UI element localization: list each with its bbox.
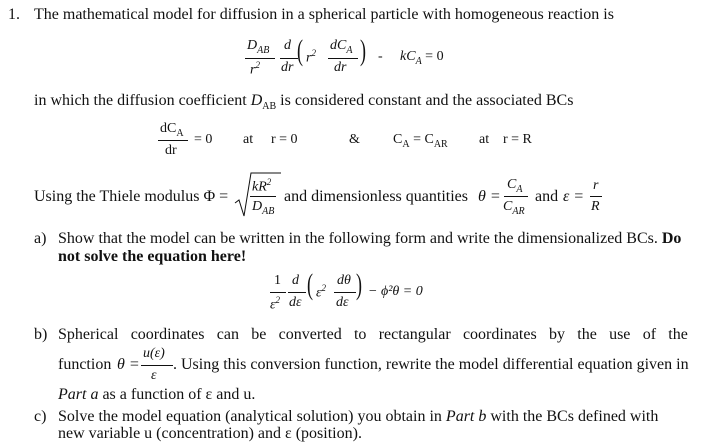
bc-intro: in which the diffusion coefficient $D_{AB}$ is considered constant and the associated BCs: [34, 92, 574, 113]
dtheta-num: dθ: [337, 273, 351, 288]
dc-numerator: $dC_A$: [330, 38, 353, 56]
thiele-root-den: $D_{AB}$: [252, 199, 275, 217]
theta-eq: θ =: [478, 188, 501, 205]
part-c-line1: Solve the model equation (analytical solution) you obtain in Part b with the BCs defined with: [58, 408, 659, 425]
part-b-word: rectangular: [378, 326, 451, 343]
thiele-mid: and dimensionless quantities: [284, 188, 468, 205]
problem-number: 1.: [8, 6, 20, 23]
part-a-text: Show that the model can be written in the following form and write the dimensionalized BCs. Do: [58, 230, 682, 247]
bc-dc-numerator: $dC_A$: [160, 121, 184, 139]
eps-den: R: [591, 199, 600, 214]
d-num-a: d: [292, 273, 299, 288]
part-b-fn-num: u(ε): [143, 346, 165, 361]
part-b-fn-lead: function: [58, 356, 112, 373]
part-c-line2: new variable u (concentration) and ε (position).: [58, 425, 362, 442]
part-c-label: c): [34, 408, 47, 425]
part-b-line3: Part a as a function of ε and u.: [58, 386, 256, 403]
d-numerator: d: [284, 38, 291, 53]
bc-eq-zero: = 0: [194, 132, 213, 147]
bc-dc-denominator: dr: [165, 143, 177, 158]
bc-ampersand: &: [349, 132, 360, 147]
problem-intro: The mathematical model for diffusion in a spherical particle with homogeneous reaction is: [34, 6, 614, 23]
coef-denominator: $r^2$: [250, 60, 260, 78]
part-b-line1: [58, 326, 688, 344]
eps-eq: ε =: [563, 188, 585, 205]
part-a-bold: not solve the equation here!: [58, 248, 247, 265]
part-b-fn-den: ε: [151, 368, 157, 383]
bc-at-2: at: [479, 132, 490, 147]
coef-numerator: $D_{AB}$: [247, 38, 270, 56]
part-a-label: a): [34, 230, 47, 247]
eps-num: r: [593, 178, 599, 193]
part-b-word: converted: [278, 326, 342, 343]
part-b-theta: θ =: [117, 356, 140, 373]
thiele-root-num: $kR^2$: [252, 177, 272, 195]
bc-cond-2: r = R: [503, 132, 532, 147]
part-b-word: Spherical: [58, 326, 119, 343]
part-b-word: the: [577, 326, 597, 343]
thiele-lead: Using the Thiele modulus Φ =: [34, 188, 229, 205]
bc-cond-1: r = 0: [271, 132, 298, 147]
bc-ca-cond: $C_A = C_{AR}$: [393, 132, 448, 150]
eps-inner: $\varepsilon^2$: [316, 283, 327, 301]
minus-sign: -: [378, 49, 383, 64]
bc-at-1: at: [243, 132, 254, 147]
part-b-label: b): [34, 326, 48, 343]
one-num: 1: [274, 273, 281, 288]
part-b-word: of: [642, 326, 657, 343]
part-b-word: to: [353, 326, 367, 343]
eq-rest: − ϕ²θ = 0: [368, 284, 423, 299]
and-word: and: [535, 188, 559, 205]
r-squared: $r^2$: [306, 48, 316, 66]
part-b-word: coordinates: [130, 326, 205, 343]
part-b-word: use: [609, 326, 631, 343]
part-b-word: can: [216, 326, 239, 343]
deps-den-b: dε: [336, 295, 349, 310]
part-b-word: coordinates: [462, 326, 537, 343]
theta-num: $C_A$: [507, 177, 523, 195]
theta-den: $C_{AR}$: [503, 199, 525, 217]
reaction-term: $kC_A = 0$: [400, 49, 444, 67]
part-b-word: by: [548, 326, 565, 343]
deps-den-a: dε: [289, 295, 302, 310]
part-b-word: be: [251, 326, 267, 343]
part-b-word: the: [668, 326, 688, 343]
part-b-line2: . Using this conversion function, rewrite the model differential equation given in: [173, 356, 689, 373]
dc-denominator: dr: [334, 60, 347, 75]
eps2-den: $\varepsilon^2$: [270, 295, 281, 313]
d-denominator: dr: [281, 60, 294, 75]
